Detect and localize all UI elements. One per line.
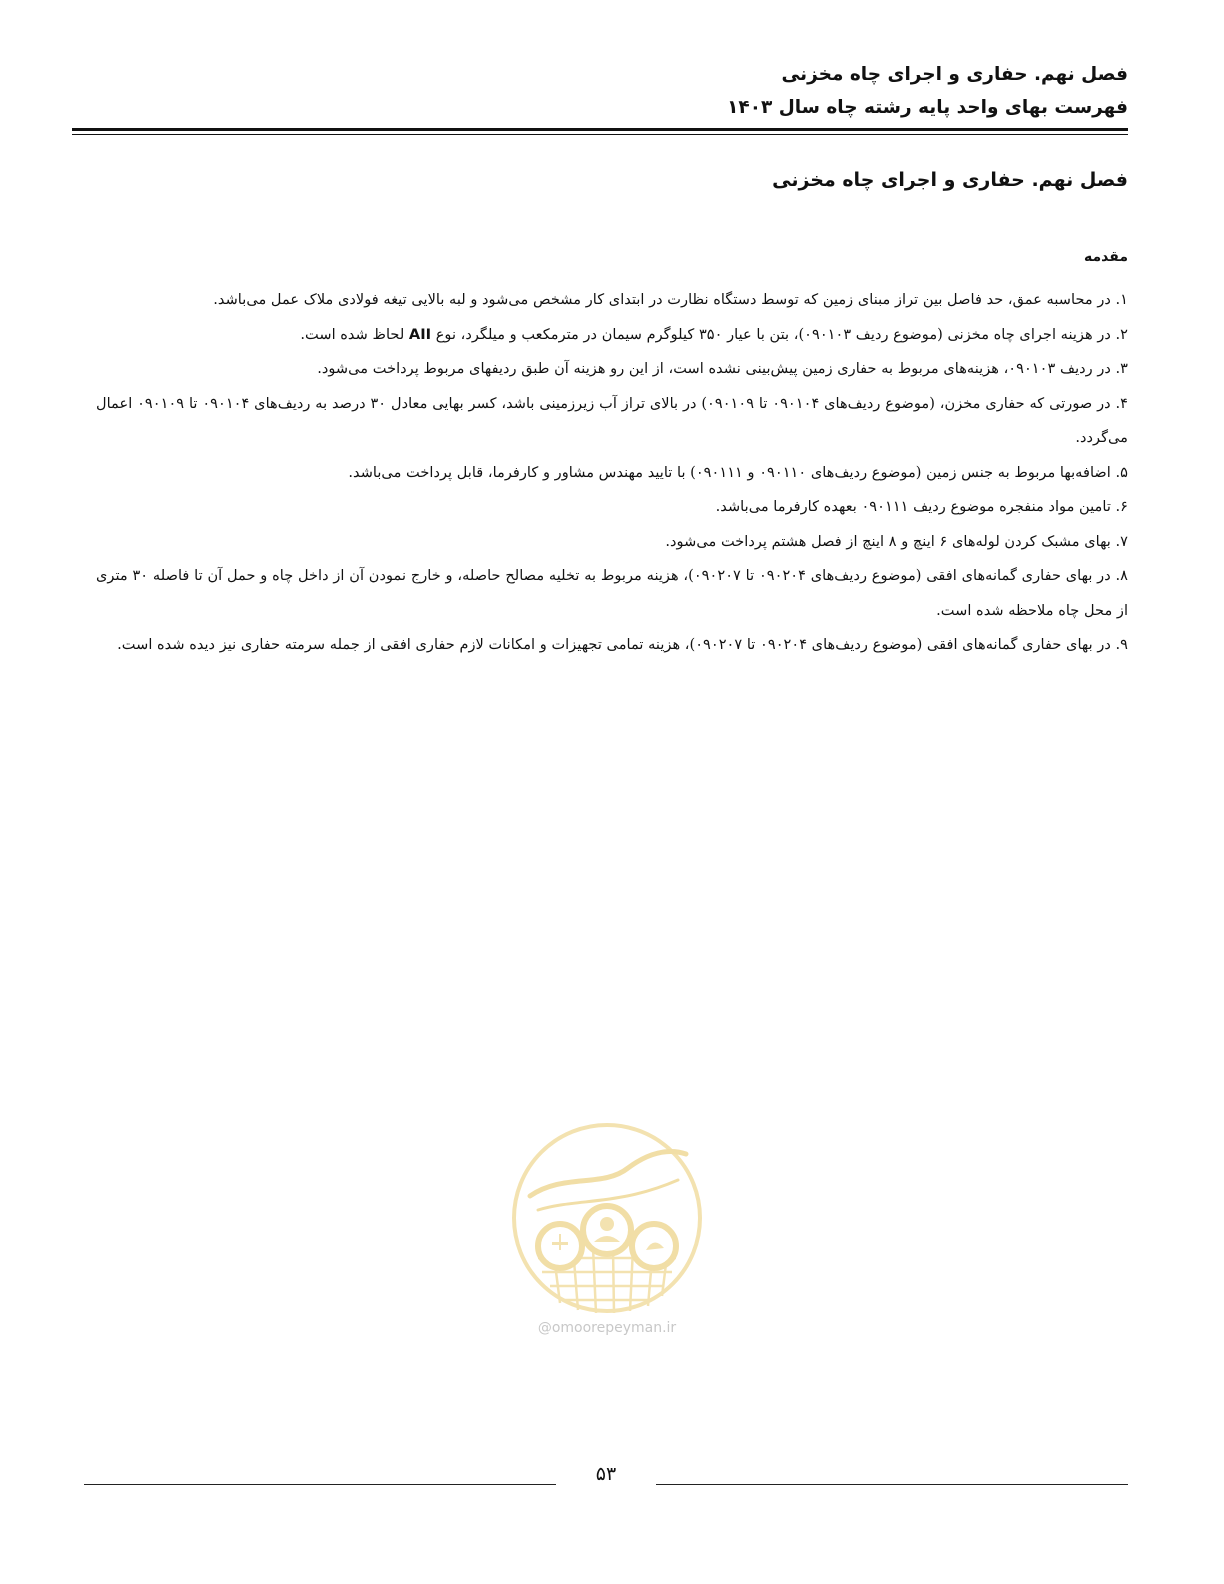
header-catalog-line: فهرست بهای واحد پایه رشته چاه سال ۱۴۰۳ — [727, 97, 1128, 118]
list-item-7: ۷. بهای مشبک کردن لوله‌های ۶ اینچ و ۸ اینچ از فصل هشتم پرداخت می‌شود. — [665, 532, 1128, 550]
watermark-logo — [508, 1118, 706, 1318]
list-item-2-tail: لحاظ شده است. — [300, 325, 409, 343]
list-item-4: ۴. در صورتی که حفاری مخزن، (موضوع ردیف‌های ۰۹۰۱۰۴ تا ۰۹۰۱۰۹) در بالای تراز آب زیرزمینی باشد، کسر بهایی معادل ۳۰ درصد به ردیف‌های ۰۹۰۱۰۴ تا ۰۹۰۱۰۹ اعمال می‌گردد. — [96, 394, 1128, 446]
section-title-introduction: مقدمه — [1084, 249, 1128, 265]
list-item-1: ۱. در محاسبه عمق، حد فاصل بین تراز مبنای زمین که توسط دستگاه نظارت در ابتدای کار مشخص می‌شود و لبه بالایی تیغه فولادی ملاک عمل می‌باشد. — [213, 291, 1128, 308]
list-item-2-type-code: AII — [408, 325, 432, 343]
footer-rule-right — [656, 1484, 1128, 1485]
list-item-8: ۸. در بهای حفاری گمانه‌های افقی (موضوع ردیف‌های ۰۹۰۲۰۴ تا ۰۹۰۲۰۷)، هزینه مربوط به تخلیه مصالح حاصله، و خارج نمودن آن از داخل چاه و حمل آن تا فاصله ۳۰ متری از محل چاه ملاحظه شده است. — [96, 567, 1128, 619]
list-item-2-text: ۲. در هزینه اجرای چاه مخزنی (موضوع ردیف ۰۹۰۱۰۳)، بتن با عیار ۳۵۰ کیلوگرم سیمان در مترمکعب و میلگرد، نوع — [435, 325, 1128, 343]
watermark-url: @omoorepeyman.ir — [537, 1320, 677, 1336]
header-chapter-line: فصل نهم. حفاری و اجرای چاه مخزنی — [781, 64, 1128, 85]
footer-rule-left — [84, 1484, 556, 1485]
list-item-3: ۳. در ردیف ۰۹۰۱۰۳، هزینه‌های مربوط به حفاری زمین پیش‌بینی نشده است، از این رو هزینه آن طبق ردیفهای مربوط پرداخت می‌شود. — [317, 360, 1128, 377]
list-item-5: ۵. اضافه‌بها مربوط به جنس زمین (موضوع ردیف‌های ۰۹۰۱۱۰ و ۰۹۰۱۱۱) با تایید مهندس مشاور و کارفرما، قابل پرداخت می‌باشد. — [348, 463, 1128, 481]
header-rule-thin — [72, 134, 1128, 135]
page-header — [96, 58, 1128, 124]
introduction-list — [96, 283, 1128, 663]
list-item-9: ۹. در بهای حفاری گمانه‌های افقی (موضوع ردیف‌های ۰۹۰۲۰۴ تا ۰۹۰۲۰۷)، هزینه تمامی تجهیزات و امکانات لازم حفاری افقی از جمله سرمته حفاری نیز دیده شده است. — [117, 636, 1128, 653]
chapter-title: فصل نهم. حفاری و اجرای چاه مخزنی — [772, 169, 1128, 191]
list-item-2 — [96, 318, 1128, 353]
header-rule-thick — [72, 128, 1128, 131]
list-item-6: ۶. تامین مواد منفجره موضوع ردیف ۰۹۰۱۱۱ بعهده کارفرما می‌باشد. — [715, 498, 1128, 515]
page-number: ۵۳ — [595, 1463, 617, 1485]
